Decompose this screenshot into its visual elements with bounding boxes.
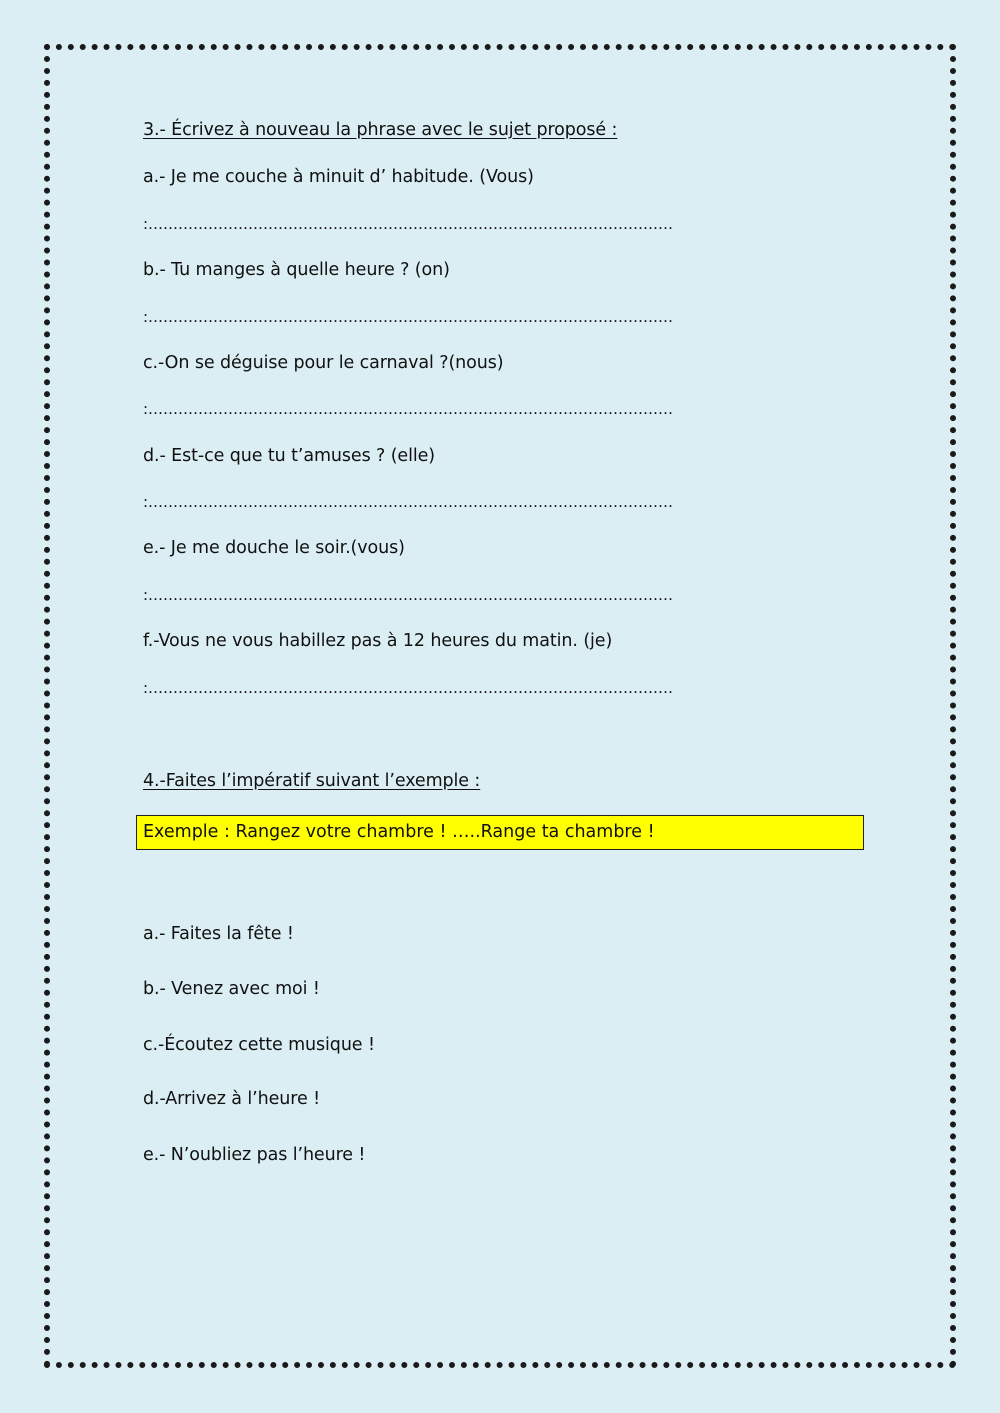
exercise-4-item-e: e.- N’oubliez pas l’heure ! xyxy=(143,1145,366,1165)
exercise-4-heading: 4.-Faites l’impératif suivant l’exemple : xyxy=(143,771,481,791)
exercise-3-answer-line-e[interactable]: :…………………………………………………………………………………………… xyxy=(143,586,674,604)
exercise-3-prompt-e: e.- Je me douche le soir.(vous) xyxy=(143,538,405,558)
dotted-page-border xyxy=(44,44,956,1368)
exercise-4-item-a: a.- Faites la fête ! xyxy=(143,924,294,944)
example-highlight-box: Exemple : Rangez votre chambre ! …..Range ta chambre ! xyxy=(136,815,864,850)
exercise-3-answer-line-c[interactable]: :…………………………………………………………………………………………… xyxy=(143,400,674,418)
exercise-4-item-b: b.- Venez avec moi ! xyxy=(143,979,320,999)
exercise-4-item-d: d.-Arrivez à l’heure ! xyxy=(143,1089,321,1109)
exercise-3-answer-line-d[interactable]: :…………………………………………………………………………………………… xyxy=(143,493,674,511)
exercise-3-prompt-d: d.- Est-ce que tu t’amuses ? (elle) xyxy=(143,446,436,466)
exercise-3-prompt-b: b.- Tu manges à quelle heure ? (on) xyxy=(143,260,450,280)
exercise-3-answer-line-f[interactable]: :…………………………………………………………………………………………… xyxy=(143,679,674,697)
exercise-4-item-c: c.-Écoutez cette musique ! xyxy=(143,1035,375,1055)
exercise-3-prompt-c: c.-On se déguise pour le carnaval ?(nous) xyxy=(143,353,504,373)
exercise-3-answer-line-a[interactable]: :…………………………………………………………………………………………… xyxy=(143,215,674,233)
exercise-3-heading: 3.- Écrivez à nouveau la phrase avec le sujet proposé : xyxy=(143,120,618,140)
exercise-3-prompt-a: a.- Je me couche à minuit d’ habitude. (Vous) xyxy=(143,167,534,187)
exercise-3-answer-line-b[interactable]: :…………………………………………………………………………………………… xyxy=(143,308,674,326)
exercise-3-prompt-f: f.-Vous ne vous habillez pas à 12 heures du matin. (je) xyxy=(143,631,613,651)
